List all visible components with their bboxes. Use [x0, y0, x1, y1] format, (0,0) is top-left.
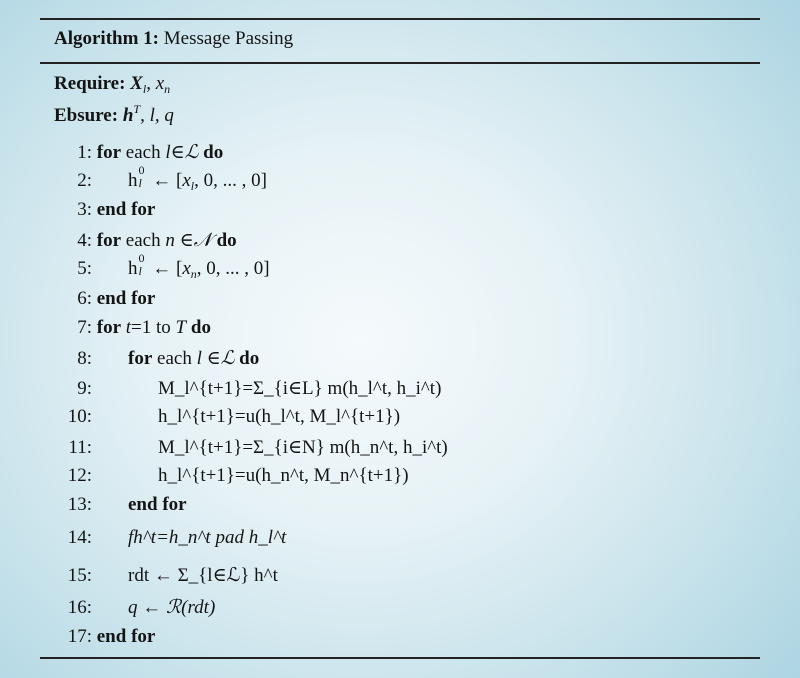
line-10-formula: h_l^{t+1}=u(h_l^t, M_l^{t+1})	[158, 406, 401, 427]
require-line: Require: $X_l$, $x_n$	[54, 73, 171, 96]
top-rule	[40, 18, 760, 20]
line-15-formula: rdt ← Σ_{l∈ℒ} h^t	[128, 565, 278, 586]
algorithm-line-1: 1: for each l∈ℒ do	[77, 141, 224, 163]
algorithm-line-14: 14: fh^t=h_n^t pad h_l^t	[67, 527, 287, 548]
bottom-rule	[40, 657, 760, 659]
algorithm-line-5: 5: h 0 l ← [$x_n$, 0, ... , 0]	[77, 251, 270, 281]
algorithm-line-9: 9: M_l^{t+1}=Σ_{i∈L} m(h_l^t, h_i^t)	[77, 378, 442, 399]
algorithm-line-2: 2: h 0 l ← [$x_l$, 0, ... , 0]	[77, 163, 267, 193]
algorithm-line-16: 16: q ← ℛ(rdt)	[67, 597, 216, 618]
line-14-formula: fh^t=h_n^t pad h_l^t	[128, 527, 287, 548]
algorithm-line-7: 7: for t=1 to T do	[77, 317, 211, 338]
algorithm-line-3: 3: end for	[77, 199, 156, 220]
line-9-formula: M_l^{t+1}=Σ_{i∈L} m(h_l^t, h_i^t)	[158, 378, 442, 399]
algorithm-line-11: 11: M_l^{t+1}=Σ_{i∈N} m(h_n^t, h_i^t)	[68, 437, 448, 458]
ensure-line: Ebsure: $h^T$, l, q	[54, 102, 174, 126]
line-12-formula: h_l^{t+1}=u(h_n^t, M_n^{t+1})	[158, 465, 409, 486]
algorithm-line-17: 17: end for	[67, 626, 156, 647]
algorithm-line-6: 6: end for	[77, 288, 156, 309]
algorithm-title: Algorithm 1: Message Passing	[54, 28, 294, 49]
algorithm-line-8: 8: for each l ∈ℒ do	[77, 347, 260, 369]
line-11-formula: M_l^{t+1}=Σ_{i∈N} m(h_n^t, h_i^t)	[158, 437, 448, 458]
algorithm-line-15: 15: rdt ← Σ_{l∈ℒ} h^t	[67, 565, 278, 586]
algorithm-line-12: 12: h_l^{t+1}=u(h_n^t, M_n^{t+1})	[67, 465, 409, 486]
algorithm-line-13: 13: end for	[67, 494, 187, 515]
algorithm-line-10: 10: h_l^{t+1}=u(h_l^t, M_l^{t+1})	[67, 406, 401, 427]
header-rule	[40, 62, 760, 64]
line-16-formula: q ← ℛ(rdt)	[128, 597, 216, 618]
algorithm-line-4: 4: for each n ∈𝒩 do	[77, 229, 237, 251]
